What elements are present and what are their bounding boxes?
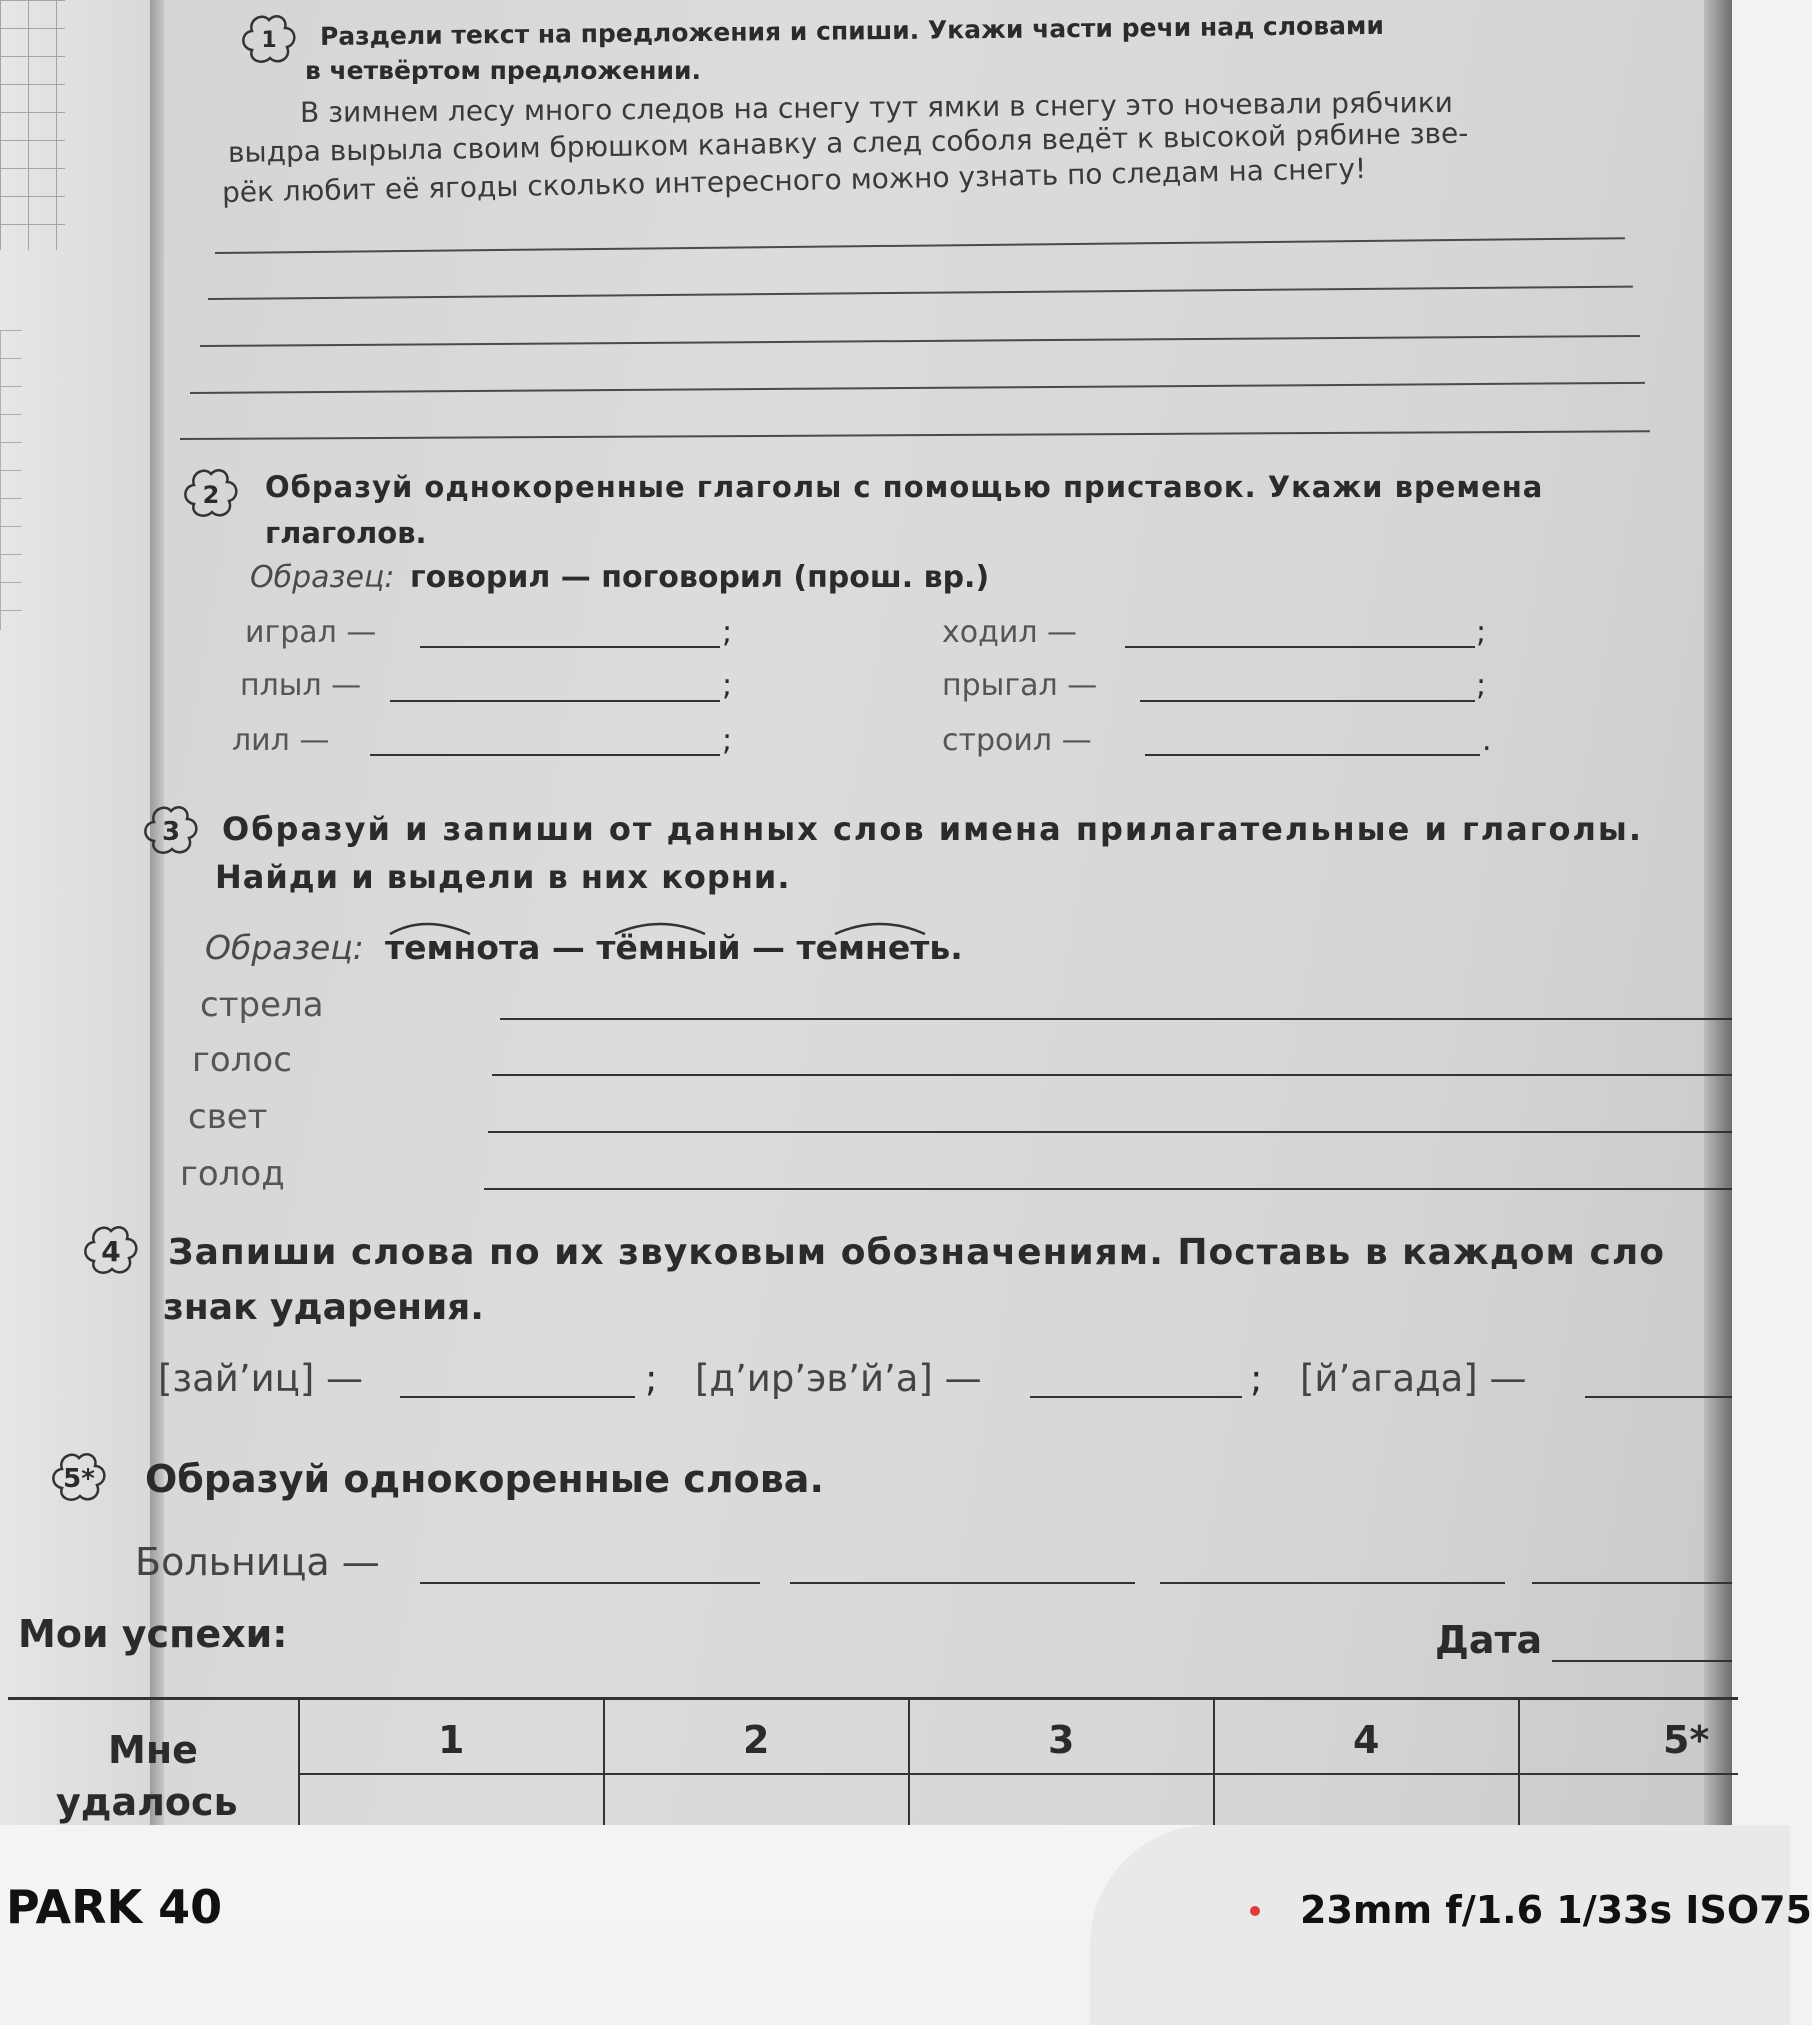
answer-blank[interactable]	[420, 1582, 760, 1584]
writing-line[interactable]	[190, 382, 1645, 394]
task2-title-line1: Образуй однокоренные глаголы с помощью приставок. Укажи времена	[265, 470, 1544, 504]
task2-end-mark: ;	[1476, 668, 1487, 703]
answer-blank[interactable]	[500, 1018, 1732, 1020]
task4-separator: ;	[645, 1357, 658, 1400]
task2-end-mark: ;	[722, 723, 733, 758]
task4-title-line1: Запиши слова по их звуковым обозначениям. Поставь в каждом сло	[168, 1232, 1665, 1273]
task3-word: стрела	[200, 985, 324, 1025]
writing-line[interactable]	[180, 430, 1650, 440]
left-page-grid	[0, 0, 65, 250]
camera-settings-text: 23mm f/1.6 1/33s ISO75	[1300, 1888, 1812, 1932]
table-column-header: 5*	[1663, 1718, 1710, 1762]
writing-line[interactable]	[208, 286, 1633, 300]
task4-item: [д’ир’эв’й’а] —	[695, 1357, 982, 1400]
answer-blank[interactable]	[400, 1396, 635, 1398]
task2-item: плыл —	[240, 668, 362, 703]
task2-end-mark: ;	[722, 668, 733, 703]
task2-title-line2: глаголов.	[265, 516, 427, 550]
task1-number: 1	[261, 28, 277, 53]
progress-table	[8, 1697, 1738, 1830]
writing-line[interactable]	[200, 335, 1640, 347]
answer-blank[interactable]	[1160, 1582, 1505, 1584]
task2-item: прыгал —	[942, 668, 1098, 703]
task2-sample-text: говорил — поговорил (прош. вр.)	[410, 560, 990, 595]
task1-title-line2: в четвёртом предложении.	[305, 56, 702, 85]
progress-label: Мои успехи:	[18, 1612, 288, 1656]
table-cell[interactable]	[1213, 1700, 1215, 1830]
answer-blank[interactable]	[492, 1074, 1732, 1076]
task-number-flower-icon	[140, 805, 202, 859]
answer-blank[interactable]	[390, 700, 720, 702]
task1-title-line1: Раздели текст на предложения и спиши. Укажи части речи над словами	[319, 10, 1385, 51]
task3-sample-label: Образец:	[205, 928, 364, 967]
task1-text-line1: В зимнем лесу много следов на снегу тут ямки в снегу это ночевали рябчики	[299, 85, 1454, 129]
task2-item: лил —	[232, 723, 330, 758]
task-number-flower-icon	[238, 14, 300, 68]
page-edge-shadow	[1704, 0, 1732, 1825]
answer-blank[interactable]	[488, 1131, 1732, 1133]
table-cell[interactable]	[603, 1700, 605, 1830]
task3-title-line1: Образуй и запиши от данных слов имена прилагательные и глаголы.	[222, 810, 1643, 848]
task-number-flower-icon	[48, 1452, 110, 1506]
task4-separator: ;	[1250, 1357, 1263, 1400]
task3-word: голос	[192, 1040, 292, 1080]
task2-item: играл —	[245, 615, 377, 650]
task2-number: 2	[202, 481, 220, 509]
task3-word: голод	[180, 1154, 285, 1194]
task2-end-mark: ;	[1476, 615, 1487, 650]
answer-blank[interactable]	[420, 646, 720, 648]
left-page-grid-lower	[0, 330, 22, 630]
date-blank[interactable]	[1552, 1660, 1732, 1662]
answer-blank[interactable]	[790, 1582, 1135, 1584]
table-column-header: 4	[1353, 1718, 1380, 1762]
table-cell[interactable]	[1518, 1700, 1520, 1830]
task2-item: строил —	[942, 723, 1092, 758]
answer-blank[interactable]	[1145, 754, 1480, 756]
table-row-divider	[298, 1773, 1738, 1775]
answer-blank[interactable]	[1532, 1582, 1732, 1584]
task1-text-line3: рёк любит её ягоды сколько интересного можно узнать по следам на снегу!	[221, 152, 1367, 209]
table-row-label: Мне	[108, 1728, 198, 1772]
task-number-flower-icon	[180, 468, 242, 522]
answer-blank[interactable]	[1585, 1396, 1732, 1398]
table-cell[interactable]	[298, 1700, 300, 1830]
task1-text-line2: выдра вырыла своим брюшком канавку а след соболя ведёт к высокой рябине зве-	[227, 116, 1469, 169]
task3-sample-text: темнота — тёмный — темнеть.	[385, 928, 963, 967]
task4-title-line2: знак ударения.	[163, 1287, 484, 1328]
task4-item: [зай’иц] —	[158, 1357, 364, 1400]
task3-word: свет	[188, 1097, 268, 1137]
task4-item: [й’агада] —	[1300, 1357, 1527, 1400]
task5-number: 5*	[63, 1464, 95, 1494]
table-row-label: удалось	[56, 1780, 238, 1824]
table-column-header: 3	[1048, 1718, 1075, 1762]
answer-blank[interactable]	[484, 1188, 1732, 1190]
device-label: PARK 40	[6, 1880, 223, 1934]
root-arc-marks	[385, 910, 1025, 940]
date-label: Дата	[1435, 1618, 1543, 1662]
task-number-flower-icon	[80, 1225, 142, 1279]
left-page	[0, 0, 150, 1825]
task2-end-mark: ;	[722, 615, 733, 650]
table-column-header: 2	[743, 1718, 770, 1762]
task2-end-mark: .	[1482, 723, 1492, 758]
task3-title-line2: Найди и выдели в них корни.	[215, 858, 791, 896]
table-column-header: 1	[438, 1718, 465, 1762]
task5-title: Образуй однокоренные слова.	[145, 1457, 824, 1501]
red-dot-icon	[1250, 1906, 1260, 1916]
task2-item: ходил —	[942, 615, 1078, 650]
answer-blank[interactable]	[1125, 646, 1475, 648]
answer-blank[interactable]	[1140, 700, 1475, 702]
table-cell[interactable]	[908, 1700, 910, 1830]
answer-blank[interactable]	[1030, 1396, 1242, 1398]
task5-word: Больница —	[135, 1540, 380, 1584]
task4-number: 4	[101, 1235, 121, 1268]
writing-line[interactable]	[215, 237, 1625, 254]
task2-sample-label: Образец:	[250, 560, 395, 595]
answer-blank[interactable]	[370, 754, 720, 756]
task3-number: 3	[161, 817, 181, 847]
